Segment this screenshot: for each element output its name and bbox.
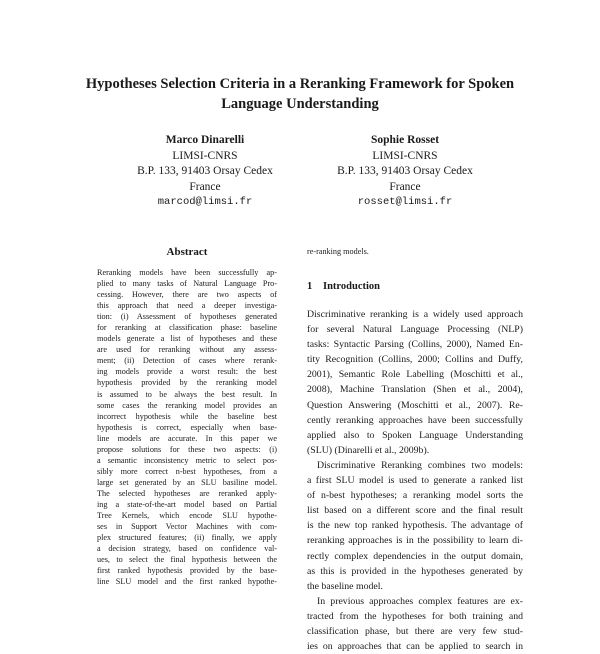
text-line: the baseline model.	[307, 580, 383, 592]
text-line: is assumed to be always the best result. In	[97, 389, 277, 399]
text-line: plied to many tasks of Natural Language Pro-	[97, 279, 277, 289]
author-block	[310, 133, 500, 211]
text-line: some cases the reranking model provides an	[97, 400, 277, 410]
text-line: ing models provide a worst result: the best	[97, 367, 277, 377]
text-line: rectly complex dependencies in the output domain,	[307, 550, 523, 562]
text-line: a decision strategy, based on confidence val-	[97, 544, 277, 554]
author-country: France	[389, 180, 421, 193]
text-line: a semantic inconsistency metric to select pos-	[97, 455, 277, 465]
text-line: for reranking at classification phase: baseline	[97, 323, 277, 333]
author-block	[110, 133, 300, 211]
text-line: Discriminative reranking is a widely used approach	[307, 309, 523, 320]
text-line: cently reranking approaches have been successfully	[307, 414, 523, 426]
text-line: tity Recognition (Collins, 2000; Collins and Duffy,	[307, 354, 523, 366]
text-line: are used for reranking without any assess-	[97, 345, 277, 355]
text-line: ing a state-of-the-art model based on Partial	[97, 499, 277, 509]
text-line: cessing. However, there are two aspects of	[97, 290, 277, 300]
text-line: Discriminative Reranking combines two models:	[317, 459, 523, 471]
abstract-body	[97, 267, 277, 587]
abstract-carryover: re-ranking models.	[307, 247, 369, 256]
text-line: as this is provided in the hypotheses generated by	[307, 565, 523, 577]
text-line: ies on approaches that can be applied to search in	[307, 641, 523, 653]
author-address: B.P. 133, 91403 Orsay Cedex	[337, 165, 473, 177]
author-name: Marco Dinarelli	[165, 134, 245, 146]
author-name: Sophie Rosset	[370, 134, 440, 146]
text-line: line models are accurate. In this paper we	[97, 433, 277, 443]
section-heading	[307, 281, 380, 292]
paper-title	[60, 74, 540, 114]
text-line: ment; (ii) Detection of cases where rerank-	[97, 356, 277, 366]
abstract-heading: Abstract	[166, 246, 208, 258]
text-line: Question Answering (Moschitti et al., 2007). Re-	[307, 399, 523, 411]
text-line: ues, to select the final hypothesis between the	[97, 555, 277, 565]
text-line: hypothesis provided by the reranking model	[97, 378, 277, 388]
text-line: sibly more correct n-best hypotheses, from a	[97, 466, 277, 476]
text-line: hypothesis is correct, especially when base-	[97, 422, 277, 432]
text-line: of n-best hypotheses; a reranking model sorts the	[307, 490, 523, 502]
text-line: large set generated by an SLU basiline model.	[97, 477, 277, 487]
text-line: 2008), Machine Translation (Shen et al., 2004),	[307, 384, 523, 396]
title-line: Hypotheses Selection Criteria in a Reranking Framework for Spoken	[85, 76, 515, 92]
text-line: ses in Support Vector Machines with com-	[97, 522, 277, 532]
text-line: plex structured features; (ii) finally, we apply	[97, 533, 277, 543]
text-line: 2001), Semantic Role Labelling (Moschitti et al.,	[307, 369, 523, 381]
text-line: incorrect hypothesis while the baseline best	[97, 411, 277, 421]
text-line: first ranked hypothesis provided by the base-	[97, 566, 277, 576]
author-email: rosset@limsi.fr	[357, 196, 453, 208]
title-line: Language Understanding	[221, 96, 379, 112]
author-affiliation: LIMSI-CNRS	[172, 149, 238, 162]
text-line: propose solutions for these two aspects: (i)	[97, 444, 277, 454]
text-line: Tree Kernels, which encode SLU hypothe-	[97, 511, 277, 521]
text-line: In previous approaches complex features are ex-	[317, 595, 523, 607]
text-line: is the new top ranked hypothesis. The advantage of	[307, 520, 523, 532]
text-line: tracted from the hypotheses for both training and	[307, 610, 523, 622]
text-line: (SLU) (Dinarelli et al., 2009b).	[307, 444, 430, 456]
text-line: models generate a list of hypotheses and these	[97, 334, 277, 344]
text-line: line SLU model and the first ranked hypothe-	[97, 577, 277, 587]
section-title: Introduction	[323, 281, 380, 292]
author-address: B.P. 133, 91403 Orsay Cedex	[137, 165, 273, 177]
text-line: a first SLU model is used to generate a ranked list	[307, 475, 523, 487]
author-affiliation: LIMSI-CNRS	[372, 149, 438, 162]
text-line: The selected hypotheses are reranked apply-	[97, 488, 277, 498]
text-line: for several Natural Language Processing (NLP)	[307, 324, 523, 336]
author-email: marcod@limsi.fr	[157, 196, 253, 208]
text-line: this approach that need a deeper investiga-	[97, 301, 277, 311]
text-line: tasks: Syntactic Parsing (Collins, 2000), Named En-	[307, 339, 523, 351]
text-line: classification phase, but there are very few stud-	[307, 625, 523, 637]
author-country: France	[189, 180, 221, 193]
text-line: applied also to Spoken Language Understanding	[307, 429, 523, 441]
text-line: list based on a different score and the final result	[307, 505, 523, 517]
text-line: Reranking models have been successfully ap-	[97, 268, 277, 277]
text-line: reranking approaches is in the possibility to learn di-	[307, 535, 523, 547]
section-number: 1	[307, 281, 313, 292]
text-line: tion: (i) Assessment of hypotheses generated	[97, 312, 277, 322]
introduction-body	[307, 307, 523, 654]
